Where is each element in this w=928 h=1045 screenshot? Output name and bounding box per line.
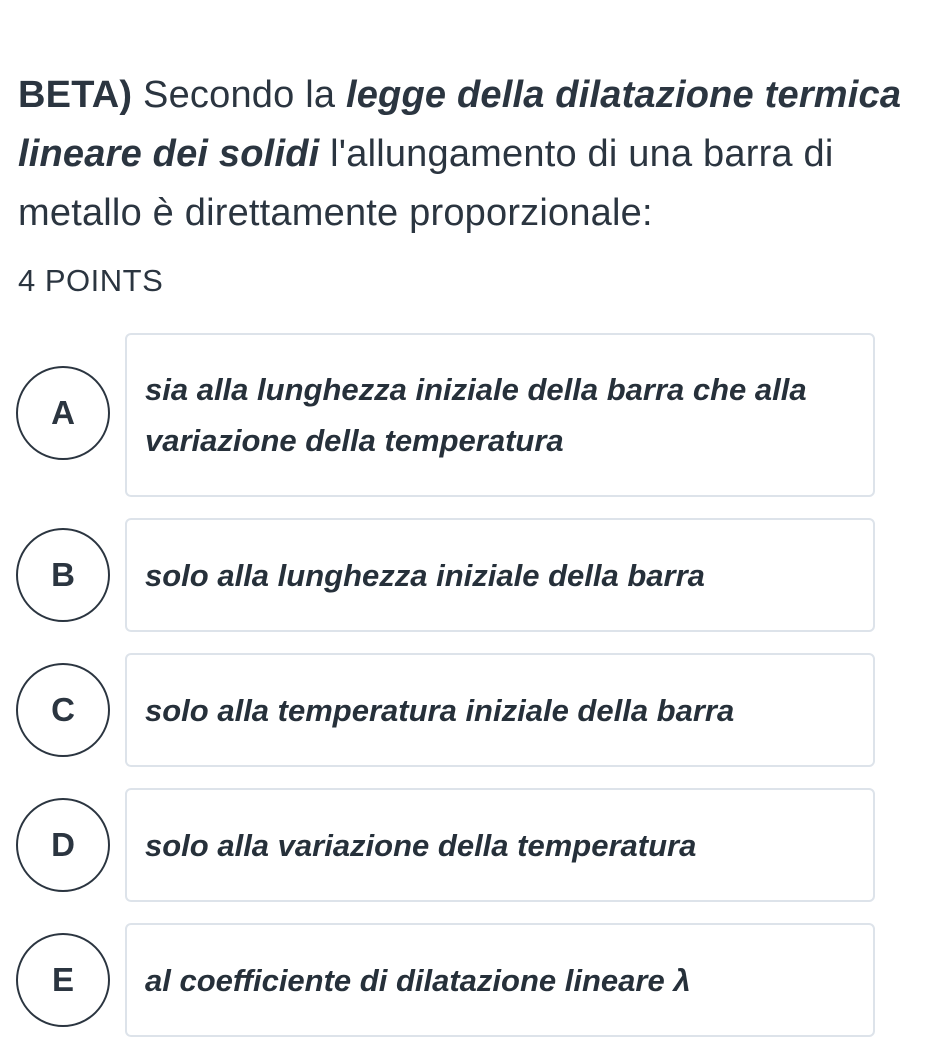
option-letter-d[interactable]: D	[16, 798, 110, 892]
option-card-e[interactable]	[125, 923, 875, 1037]
question-prefix: BETA)	[18, 74, 133, 116]
question-text-part-1: Secondo la	[132, 74, 346, 116]
option-letter-e[interactable]: E	[16, 933, 110, 1027]
option-text-e: al coefficiente di dilatazione lineare λ	[145, 962, 691, 998]
question-text-part-2: l'allungamento di una barra di metallo è direttamente proporzionale:	[18, 133, 834, 234]
option-letter-c[interactable]: C	[16, 663, 110, 757]
option-card-a[interactable]	[125, 333, 875, 497]
option-card-b[interactable]	[125, 518, 875, 632]
option-card-c[interactable]	[125, 653, 875, 767]
question-text	[18, 66, 913, 243]
points-label: 4 POINTS	[18, 263, 164, 298]
option-card-d[interactable]	[125, 788, 875, 902]
question-emphasis: legge della dilatazione termica lineare dei solidi	[18, 74, 902, 175]
option-text-b: solo alla lunghezza iniziale della barra	[145, 557, 705, 593]
option-letter-a[interactable]: A	[16, 366, 110, 460]
option-text-d: solo alla variazione della temperatura	[145, 827, 697, 863]
option-letter-b[interactable]: B	[16, 528, 110, 622]
option-text-c: solo alla temperatura iniziale della barra	[145, 692, 735, 728]
option-text-a: sia alla lunghezza iniziale della barra che alla variazione della temperatura	[145, 372, 807, 458]
